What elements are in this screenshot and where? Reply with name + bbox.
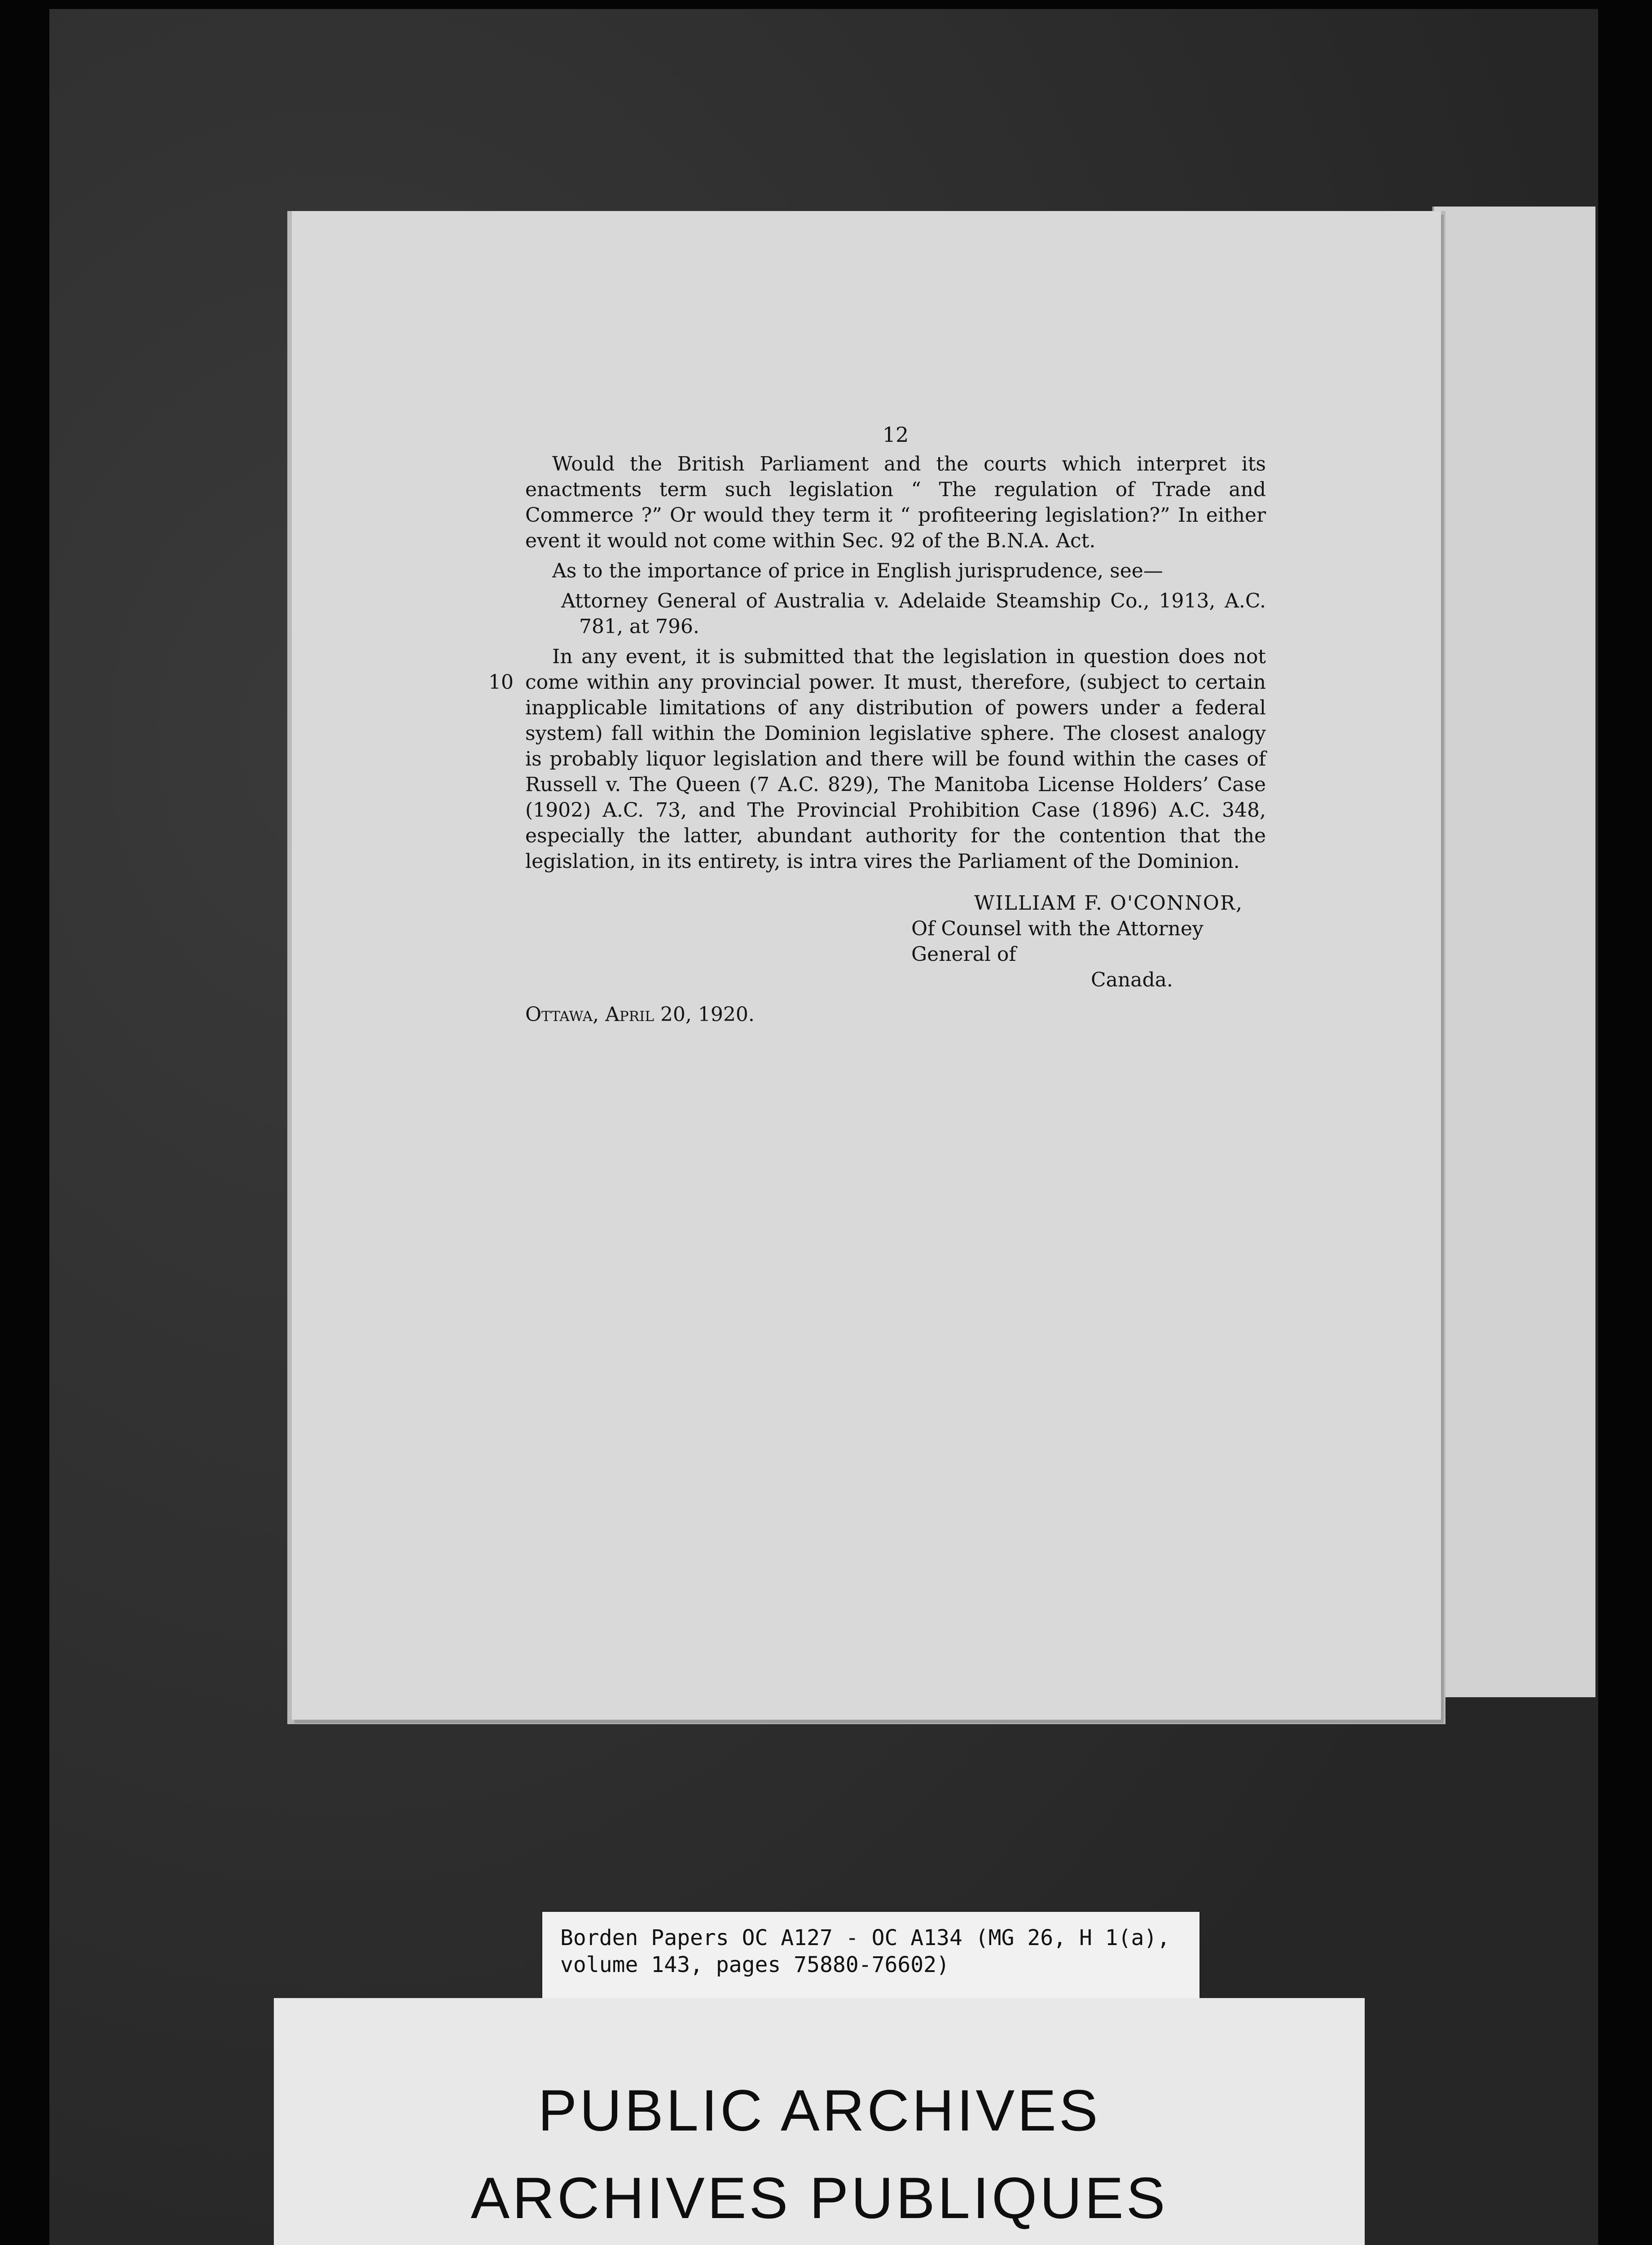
archive-card bbox=[274, 1998, 1365, 2245]
signatory-title: Of Counsel with the Attorney General of bbox=[911, 917, 1204, 966]
page-number: 12 bbox=[882, 423, 909, 447]
archive-card-french: ARCHIVES PUBLIQUES bbox=[470, 2165, 1168, 2231]
case-citation: Attorney General of Australia v. Adelaide Steamship Co., 1913, A.C. 781, at 796. bbox=[561, 590, 1266, 638]
signature-block bbox=[525, 890, 1266, 993]
document-page bbox=[292, 211, 1441, 1720]
archive-reference-line-2: volume 143, pages 75880-76602) bbox=[560, 1952, 949, 1977]
page-text-block bbox=[488, 422, 1266, 1027]
paragraph-conclusion: In any event, it is submitted that the legislation in question does not come within any provincial power. It must, therefore, (subject to certain inapplicable limitations of any distribution of powers under a federal system) fall within the Dominion legislative sphere. The closest analogy is probably liquor legislation and there will be found within the cases of Russell v. The Queen (7 A.C. 829), The Manitoba License Holders’ Case (1902) A.C. 73, and The Provincial Prohibition Case (1896) A.C. 348, especially the latter, abundant authority for the contention that the legislation, in its entirety, is intra vires the Parliament of the Dominion. bbox=[525, 645, 1266, 873]
line-number-marker: 10 bbox=[488, 671, 514, 694]
signatory-title-continued: Canada. bbox=[1091, 968, 1173, 991]
paragraph-trade-commerce: Would the British Parliament and the courts which interpret its enactments term such legislation “ The regulation of Trade and Commerce ?” Or would they term it “ profiteering legislation?” In either event it would not come within Sec. 92 of the B.N.A. Act. bbox=[525, 453, 1266, 552]
underlying-page-edge bbox=[1432, 207, 1595, 1697]
film-border-left bbox=[0, 0, 49, 2245]
archive-card-english: PUBLIC ARCHIVES bbox=[538, 2078, 1101, 2143]
film-border-top bbox=[0, 0, 1652, 9]
film-border-right bbox=[1598, 0, 1652, 2245]
archive-reference-line-1: Borden Papers OC A127 - OC A134 (MG 26, H 1(a), bbox=[560, 1925, 1170, 1950]
dateline: Ottawa, April 20, 1920. bbox=[525, 1003, 755, 1026]
signatory-name: WILLIAM F. O'CONNOR, bbox=[974, 892, 1243, 915]
archive-reference-tag bbox=[541, 1910, 1201, 2000]
paragraph-price: As to the importance of price in English jurisprudence, see— bbox=[552, 559, 1163, 582]
